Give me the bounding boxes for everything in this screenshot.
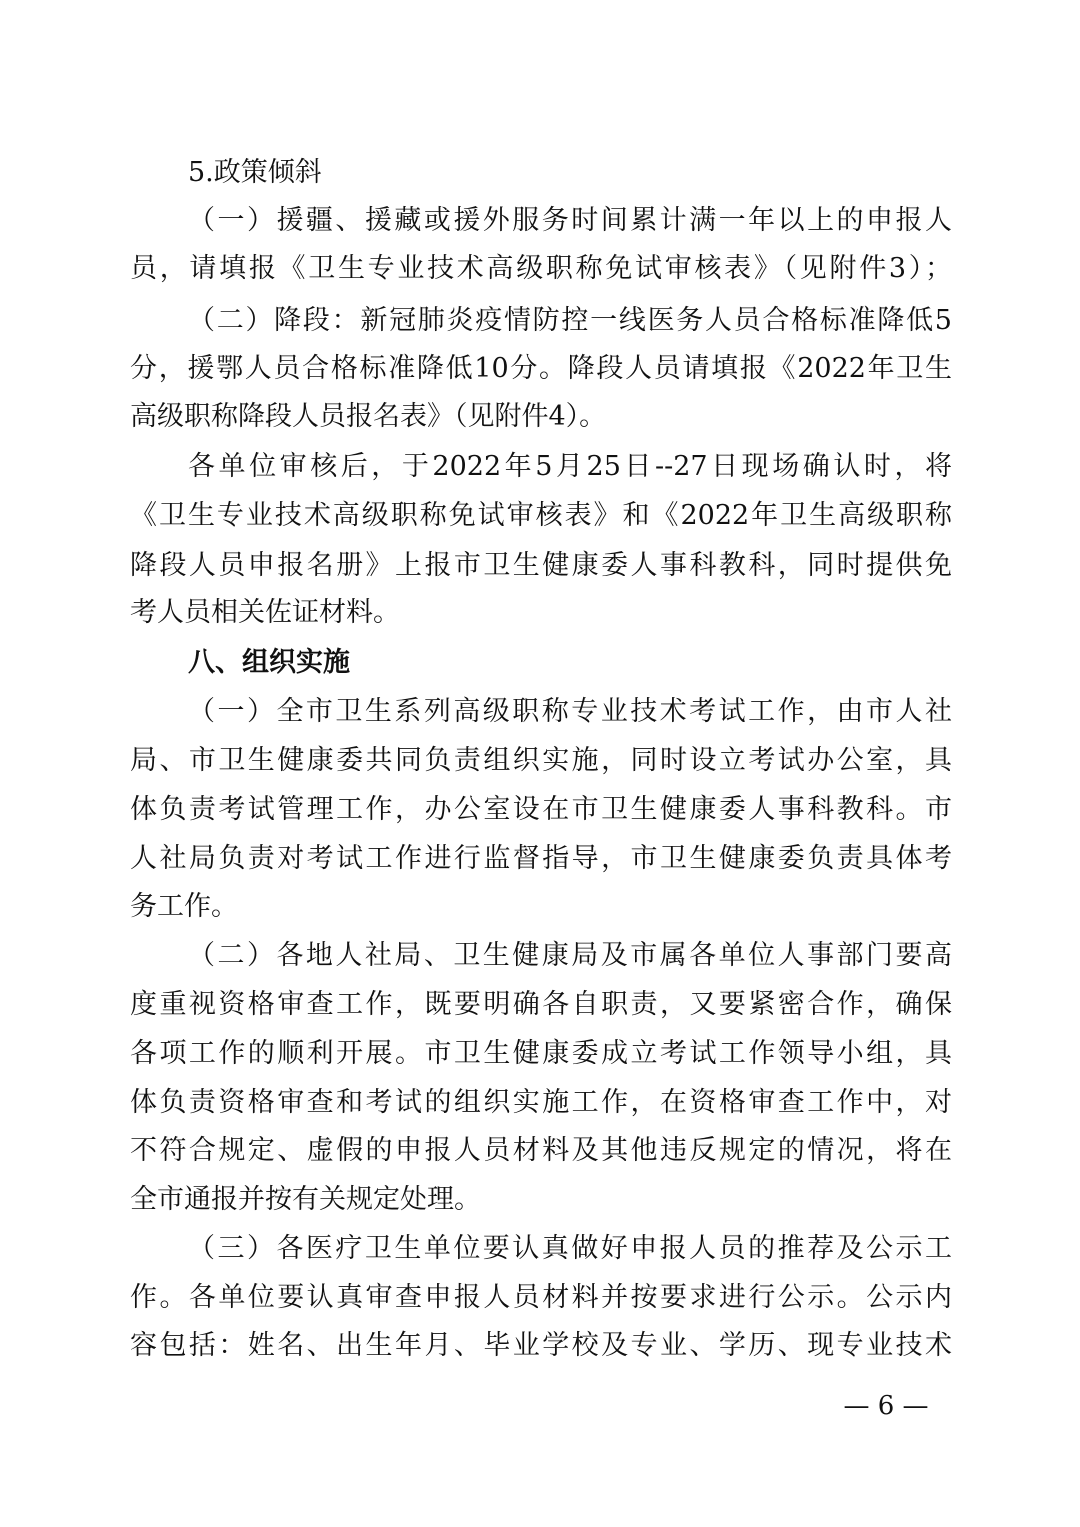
paragraph-line: （二）降段：新冠肺炎疫情防控一线医务人员合格标准降低5	[188, 305, 952, 336]
paragraph-line: 各项工作的顺利开展。市卫生健康委成立考试工作领导小组，具	[130, 1038, 952, 1069]
paragraph-line: 务工作。	[130, 891, 238, 922]
paragraph-line: 考人员相关佐证材料。	[130, 597, 400, 628]
paragraph-line: 作。各单位要认真审查申报人员材料并按要求进行公示。公示内	[130, 1282, 952, 1313]
paragraph-line: 全市通报并按有关规定处理。	[130, 1184, 481, 1215]
paragraph-line: 分，援鄂人员合格标准降低10分。降段人员请填报《2022年卫生	[130, 353, 952, 384]
paragraph-line: 局、市卫生健康委共同负责组织实施，同时设立考试办公室，具	[130, 745, 952, 776]
paragraph-line: 容包括：姓名、出生年月、毕业学校及专业、学历、现专业技术	[130, 1330, 952, 1361]
paragraph-line: 度重视资格审查工作，既要明确各自职责，又要紧密合作，确保	[130, 989, 952, 1020]
paragraph-line: 高级职称降段人员报名表》（见附件4）。	[130, 401, 607, 432]
paragraph-line: （一）全市卫生系列高级职称专业技术考试工作，由市人社	[188, 696, 952, 727]
paragraph-line: 体负责考试管理工作，办公室设在市卫生健康委人事科教科。市	[130, 794, 952, 825]
paragraph-line: 降段人员申报名册》上报市卫生健康委人事科教科，同时提供免	[130, 550, 952, 581]
paragraph-line: 员，请填报《卫生专业技术高级职称免试审核表》（见附件3）；	[130, 253, 952, 284]
paragraph-line: 不符合规定、虚假的申报人员材料及其他违反规定的情况，将在	[130, 1135, 952, 1166]
paragraph-line: 各单位审核后，于2022年5月25日--27日现场确认时，将	[188, 451, 952, 482]
page-number: — 6 —	[843, 1391, 929, 1421]
paragraph-line: 人社局负责对考试工作进行监督指导，市卫生健康委负责具体考	[130, 843, 952, 874]
section-item-policy-tilt: 5.政策倾斜	[188, 157, 322, 188]
section-heading-organization: 八、组织实施	[188, 647, 350, 678]
paragraph-line: （二）各地人社局、卫生健康局及市属各单位人事部门要高	[188, 940, 952, 971]
paragraph-line: （一）援疆、援藏或援外服务时间累计满一年以上的申报人	[188, 205, 952, 236]
paragraph-line: 体负责资格审查和考试的组织实施工作，在资格审查工作中，对	[130, 1087, 952, 1118]
paragraph-line: 《卫生专业技术高级职称免试审核表》和《2022年卫生高级职称	[130, 500, 952, 531]
paragraph-line: （三）各医疗卫生单位要认真做好申报人员的推荐及公示工	[188, 1233, 952, 1264]
